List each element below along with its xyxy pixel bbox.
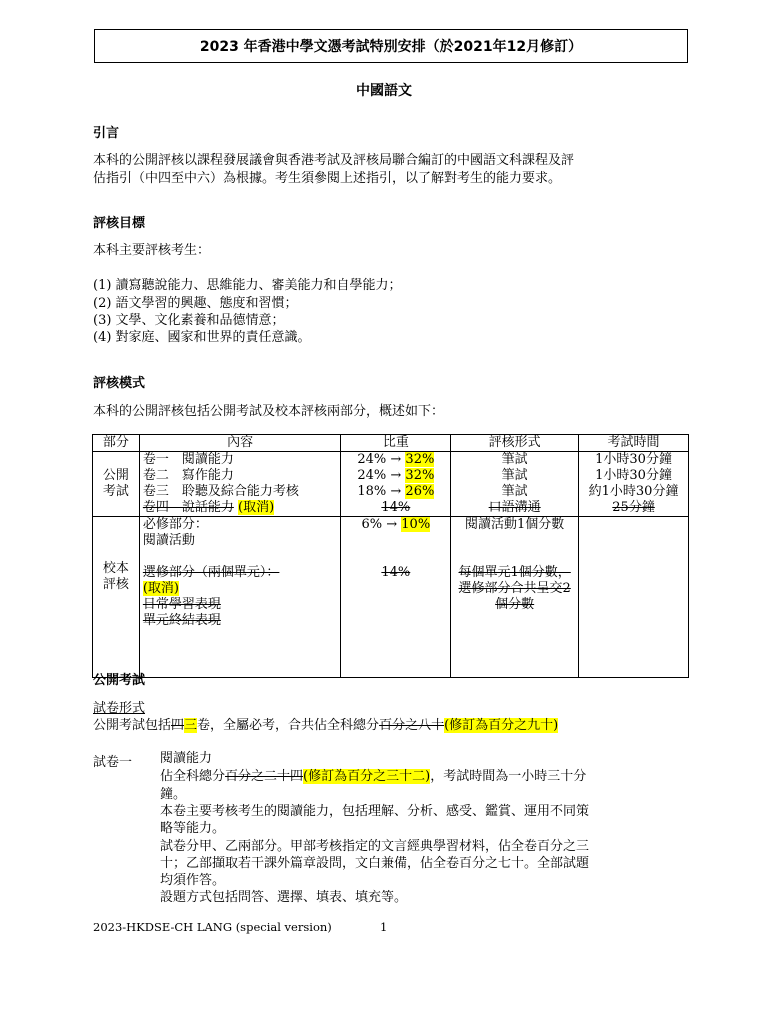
paper-4-weight: 14% bbox=[381, 500, 411, 515]
format-line: 公開考試包括四三卷，全屬必考，合共佔全科總分百分之八十(修訂為百分之九十) bbox=[93, 718, 559, 733]
paper-3-name: 卷三 聆聽及綜合能力考核 bbox=[142, 484, 299, 499]
paper-2-weight: 24% → 32% bbox=[357, 468, 435, 483]
public-exam-heading: 公開考試 bbox=[93, 673, 146, 688]
cell-sba-time bbox=[579, 517, 689, 678]
objectives-heading: 評核目標 bbox=[93, 216, 146, 231]
cell-sba-form: 閱讀活動1個分數 每個單元1個分數， 選修部分合共呈交2 個分數 bbox=[451, 517, 579, 678]
assessment-table bbox=[92, 434, 689, 678]
page-number: 1 bbox=[380, 920, 388, 934]
objective-item: (4) 對家庭、國家和世界的責任意識。 bbox=[93, 330, 311, 345]
paper-1-weight: 24% → 32% bbox=[357, 452, 435, 467]
header-content: 內容 bbox=[139, 435, 341, 452]
paper-1-weight-cont: 鐘。 bbox=[160, 787, 187, 802]
table-row-public bbox=[93, 452, 689, 517]
header-time: 考試時間 bbox=[579, 435, 689, 452]
paper-1-desc-line: 設題方式包括問答、選擇、填表、填充等。 bbox=[160, 890, 408, 905]
header-form: 評核形式 bbox=[451, 435, 579, 452]
intro-line-1: 本科的公開評核以課程發展議會與香港考試及評核局聯合編訂的中國語文科課程及評 bbox=[93, 153, 575, 168]
paper-3-weight: 18% → 26% bbox=[357, 484, 435, 499]
paper-1-desc-line: 本卷主要考核考生的閱讀能力，包括理解、分析、感受、鑑賞、運用不同策 bbox=[160, 804, 590, 819]
cell-public-content bbox=[139, 452, 341, 517]
document-title: 2023 年香港中學文憑考試特別安排（於2021年12月修訂） bbox=[94, 29, 688, 63]
cell-public-part: 公開 考試 bbox=[93, 452, 140, 517]
subject-title: 中國語文 bbox=[356, 83, 412, 99]
intro-line-2: 估指引（中四至中六）為根據。考生須參閱上述指引，以了解對考生的能力要求。 bbox=[93, 171, 562, 186]
cell-sba-content: 必修部分： 閱讀活動 選修部分（兩個單元）： (取消) 日常學習表現 單元終結表現 bbox=[139, 517, 341, 678]
footer-code: 2023-HKDSE-CH LANG (special version) bbox=[93, 920, 332, 934]
objective-item: (2) 語文學習的興趣、態度和習慣； bbox=[93, 296, 298, 311]
arrow-icon: → bbox=[386, 517, 398, 532]
cell-public-weight bbox=[341, 452, 451, 517]
arrow-icon: → bbox=[390, 484, 402, 499]
objective-item: (3) 文學、文化素養和品德情意； bbox=[93, 313, 285, 328]
paper-1-desc-line: 均須作答。 bbox=[160, 873, 226, 888]
cell-public-time: 1小時30分鐘 1小時30分鐘 約1小時30分鐘 25分鐘 bbox=[579, 452, 689, 517]
paper-4-name: 卷四 說話能力 (取消) bbox=[142, 500, 275, 515]
header-weight: 比重 bbox=[341, 435, 451, 452]
paper-1-weight-line: 佔全科總分百分之二十四(修訂為百分之三十二)，考試時間為一小時三十分 bbox=[160, 769, 587, 784]
format-heading: 試卷形式 bbox=[93, 701, 146, 716]
paper-1-label: 試卷一 bbox=[93, 755, 133, 770]
arrow-icon: → bbox=[390, 468, 402, 483]
mode-heading: 評核模式 bbox=[93, 376, 146, 391]
paper-2-name: 卷二 寫作能力 bbox=[142, 468, 234, 483]
cell-sba-weight: 6% → 10% 14% bbox=[341, 517, 451, 678]
cell-sba-part: 校本 評核 bbox=[93, 517, 140, 678]
objectives-lead: 本科主要評核考生： bbox=[93, 243, 211, 258]
paper-1-desc-line: 略等能力。 bbox=[160, 821, 226, 836]
paper-1-desc-line: 試卷分甲、乙兩部分。甲部考核指定的文言經典學習材料，佔全卷百分之三 bbox=[160, 839, 590, 854]
objective-item: (1) 讀寫聽說能力、思維能力、審美能力和自學能力； bbox=[93, 278, 402, 293]
arrow-icon: → bbox=[390, 452, 402, 467]
intro-heading: 引言 bbox=[93, 126, 120, 141]
paper-1-name: 卷一 閱讀能力 bbox=[142, 452, 234, 467]
table-header-row bbox=[93, 435, 689, 452]
paper-1-title: 閱讀能力 bbox=[160, 751, 213, 766]
header-part: 部分 bbox=[93, 435, 140, 452]
cell-public-form: 筆試 筆試 筆試 口語溝通 bbox=[451, 452, 579, 517]
paper-1-desc-line: 十；乙部擷取若干課外篇章設問，文白兼備，佔全卷百分之七十。全部試題 bbox=[160, 856, 590, 871]
table-row-sba bbox=[93, 517, 689, 678]
mode-lead: 本科的公開評核包括公開考試及校本評核兩部分，概述如下： bbox=[93, 404, 445, 419]
